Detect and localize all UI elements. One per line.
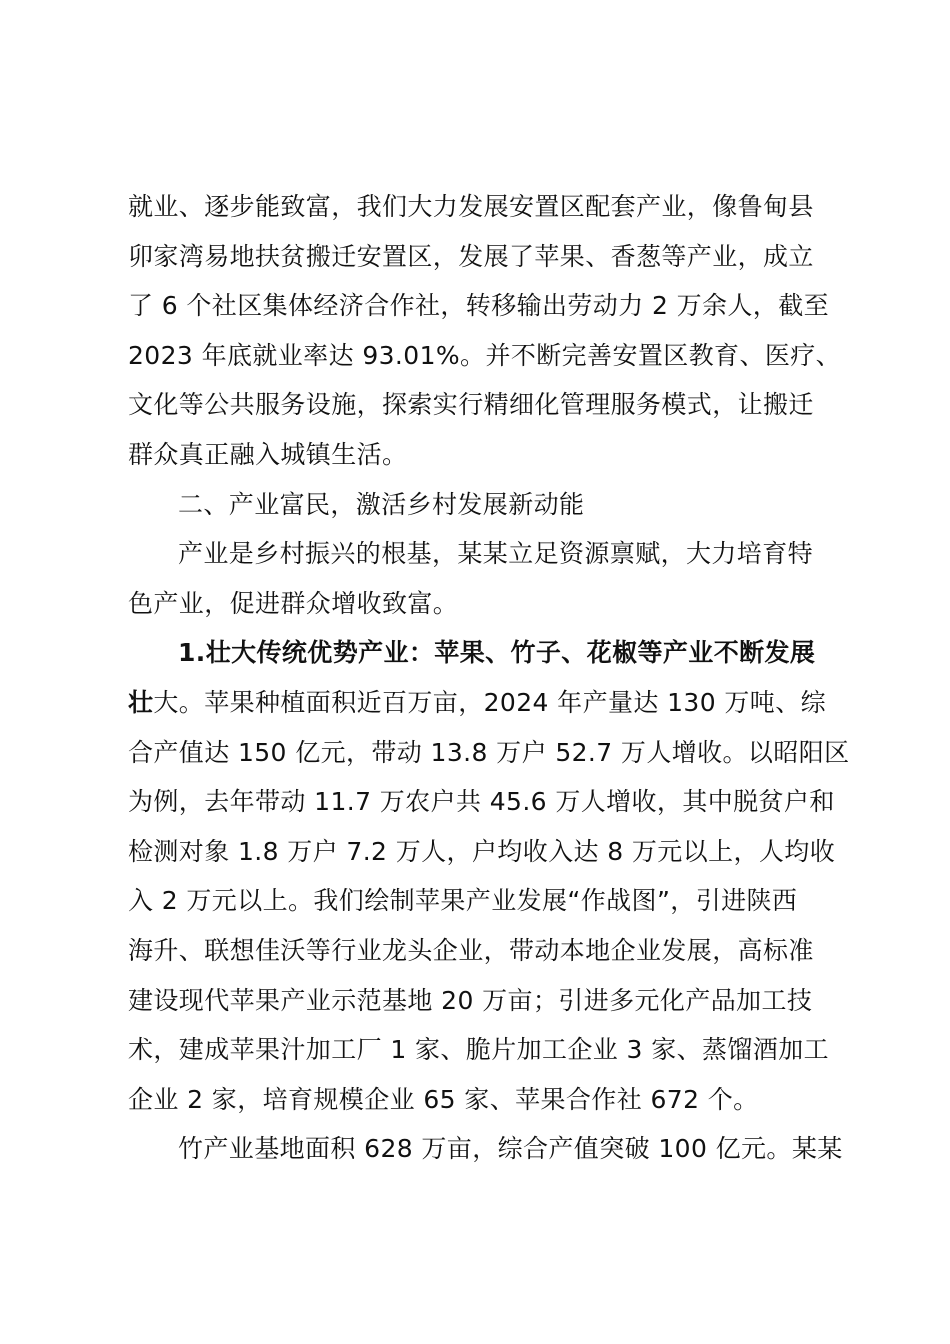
text-line: 海升、联想佳沃等行业龙头企业，带动本地企业发展，高标准 xyxy=(128,935,814,965)
text-line: 企业 2 家，培育规模企业 65 家、苹果合作社 672 个。 xyxy=(128,1084,759,1114)
text-line: 就业、逐步能致富，我们大力发展安置区配套产业，像鲁甸县 xyxy=(128,192,814,221)
paragraph-bamboo xyxy=(128,1124,843,1174)
paragraph-industry-intro xyxy=(128,529,838,628)
text-line: 文化等公共服务设施，探索实行精细化管理服务模式，让搬迁 xyxy=(128,390,814,420)
text-line: 入 2 万元以上。我们绘制苹果产业发展“作战图”，引进陕西 xyxy=(128,886,798,916)
section-heading: 二、产业富民，激活乡村发展新动能 xyxy=(178,489,585,519)
text-line xyxy=(128,678,838,728)
text-line: 竹产业基地面积 628 万亩，综合产值突破 100 亿元。某某 xyxy=(178,1134,843,1164)
text-line: 检测对象 1.8 万户 7.2 万人，户均收入达 8 万元以上，人均收 xyxy=(128,836,836,866)
text-line: 合产值达 150 亿元，带动 13.8 万户 52.7 万人增收。以昭阳区 xyxy=(128,737,850,767)
text-line: 2023 年底就业率达 93.01%。并不断完善安置区教育、医疗、 xyxy=(128,340,842,370)
paragraph-resettlement xyxy=(128,182,842,480)
document-page xyxy=(128,182,850,1174)
subheading-continuation: 壮 xyxy=(128,687,154,717)
text-line: 卯家湾易地扶贫搬迁安置区，发展了苹果、香葱等产业，成立 xyxy=(128,241,814,271)
text-line: 术，建成苹果汁加工厂 1 家、脆片加工企业 3 家、蒸馏酒加工 xyxy=(128,1035,830,1065)
text-line: 产业是乡村振兴的根基，某某立足资源禀赋，大力培育特 xyxy=(178,539,814,569)
paragraph-traditional-industries xyxy=(128,628,850,1124)
text-line: 了 6 个社区集体经济合作社，转移输出劳动力 2 万余人，截至 xyxy=(128,291,830,321)
text-line: 为例，去年带动 11.7 万农户共 45.6 万人增收，其中脱贫户和 xyxy=(128,787,835,817)
text-line: 群众真正融入城镇生活。 xyxy=(128,439,408,469)
text-line: 色产业，促进群众增收致富。 xyxy=(128,588,459,618)
text-line: 建设现代苹果产业示范基地 20 万亩；引进多元化产品加工技 xyxy=(128,985,813,1015)
subheading-line: 1.壮大传统优势产业：苹果、竹子、花椒等产业不断发展 xyxy=(178,638,816,668)
text-fragment: 大。苹果种植面积近百万亩，2024 年产量达 130 万吨、综 xyxy=(153,687,826,717)
